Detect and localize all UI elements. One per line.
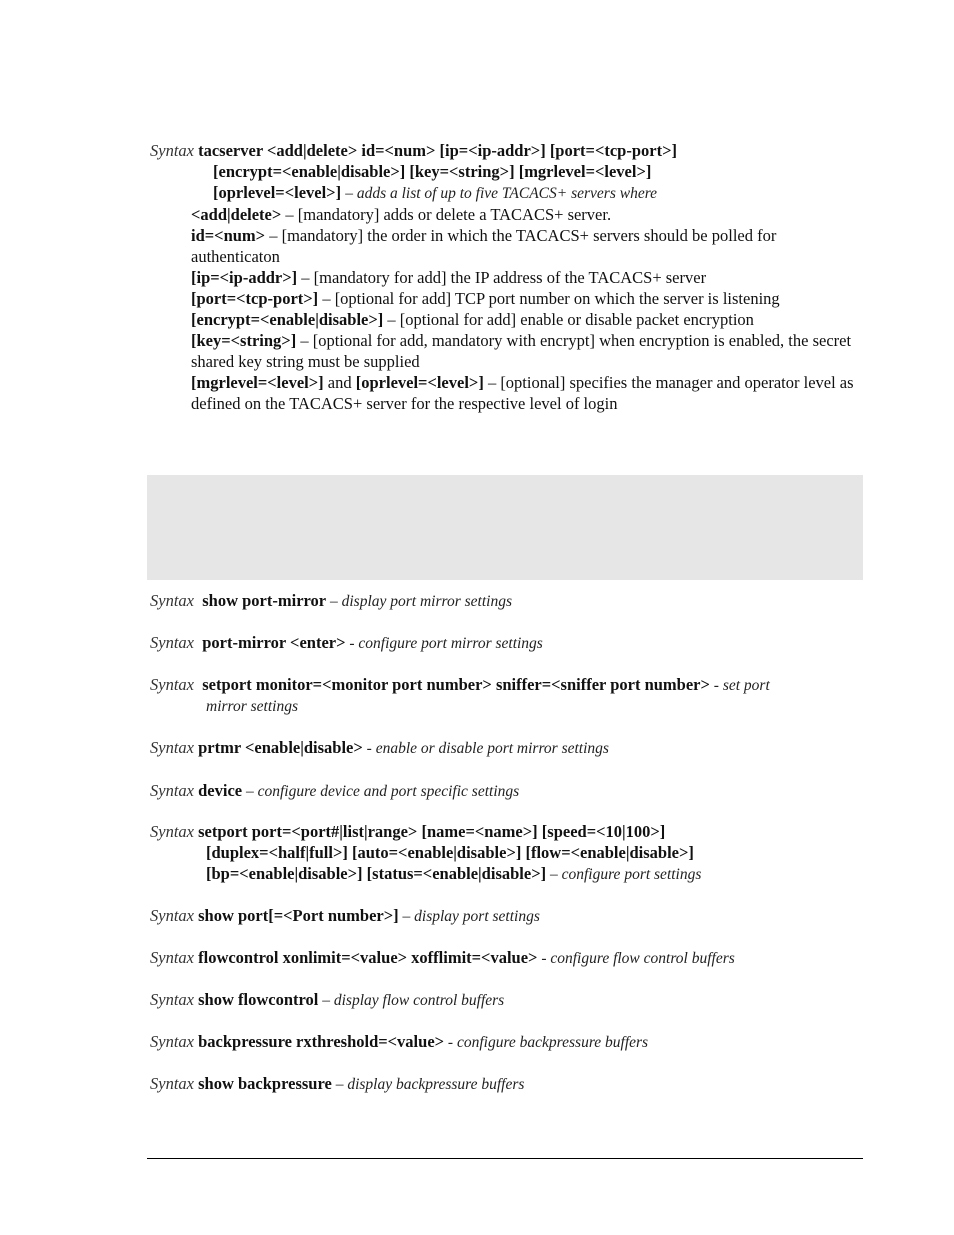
- command-text: device: [198, 781, 243, 800]
- command-port-mirror: [150, 633, 543, 653]
- command-setport-port-cont: [206, 864, 701, 884]
- command-show-port: [150, 906, 540, 926]
- syntax-label: Syntax: [150, 990, 194, 1009]
- param-item: [191, 204, 861, 225]
- param-text: – [optional] specifies the manager and operator level as defined on the TACACS+ server for the respective level of login: [191, 373, 854, 413]
- syntax-label: Syntax: [150, 1074, 194, 1093]
- command-setport-monitor: [150, 675, 770, 695]
- param-item: [191, 330, 861, 372]
- tacserver-syntax-line-2: [213, 162, 651, 182]
- command-flowcontrol: [150, 948, 735, 968]
- param-name: [encrypt=<enable|disable>]: [191, 310, 384, 329]
- param-text: – [optional for add, mandatory with encrypt] when encryption is enabled, the secret shared key string must be supplied: [191, 331, 852, 371]
- syntax-label: Syntax: [150, 591, 194, 610]
- tacserver-syntax-line-1: [150, 141, 677, 161]
- command-text: [bp=<enable|disable>] [status=<enable|disable>]: [206, 864, 547, 883]
- command-device: [150, 781, 519, 801]
- tacserver-syntax-line-3: [213, 183, 657, 203]
- param-item: [191, 288, 861, 309]
- param-item: [191, 372, 861, 414]
- command-backpressure: [150, 1032, 648, 1052]
- tacserver-description: – adds a list of up to five TACACS+ servers where: [345, 185, 658, 202]
- syntax-label: Syntax: [150, 738, 194, 757]
- param-name: [port=<tcp-port>]: [191, 289, 319, 308]
- syntax-label: Syntax: [150, 822, 194, 841]
- command-description: - configure flow control buffers: [537, 950, 735, 967]
- syntax-label: Syntax: [150, 141, 194, 160]
- command-description: – display port settings: [398, 908, 540, 925]
- command-description: – display port mirror settings: [326, 593, 512, 610]
- tacserver-command-cont: [encrypt=<enable|disable>] [key=<string>] [mgrlevel=<level>]: [213, 162, 652, 181]
- param-item: [191, 225, 861, 267]
- command-show-flowcontrol: [150, 990, 504, 1010]
- param-text: – [optional for add] TCP port number on which the server is listening: [318, 289, 780, 308]
- syntax-label: Syntax: [150, 906, 194, 925]
- command-description: – configure port settings: [546, 866, 702, 883]
- tacserver-command-cont: [oprlevel=<level>]: [213, 183, 342, 202]
- command-text: port-mirror <enter>: [202, 633, 346, 652]
- param-text: – [mandatory] the order in which the TACACS+ servers should be polled for authenticaton: [191, 226, 777, 266]
- command-description: - configure backpressure buffers: [444, 1034, 649, 1051]
- param-name: id=<num>: [191, 226, 266, 245]
- syntax-label: Syntax: [150, 675, 194, 694]
- command-show-port-mirror: [150, 591, 512, 611]
- command-description: - set port: [709, 677, 770, 694]
- command-text: flowcontrol xonlimit=<value> xofflimit=<value>: [198, 948, 538, 967]
- syntax-label: Syntax: [150, 948, 194, 967]
- param-and: and: [323, 373, 356, 392]
- command-setport-port: [150, 822, 665, 842]
- param-name: [ip=<ip-addr>]: [191, 268, 298, 287]
- command-description: - configure port mirror settings: [345, 635, 543, 652]
- command-setport-monitor-cont: [206, 696, 298, 716]
- param-text: – [mandatory] adds or delete a TACACS+ server.: [281, 205, 612, 224]
- param-name: <add|delete>: [191, 205, 282, 224]
- footer-rule: [147, 1158, 863, 1159]
- command-text: show port[=<Port number>]: [198, 906, 399, 925]
- param-name: [oprlevel=<level>]: [355, 373, 484, 392]
- command-text: backpressure rxthreshold=<value>: [198, 1032, 445, 1051]
- tacserver-command: tacserver <add|delete> id=<num> [ip=<ip-addr>] [port=<tcp-port>]: [198, 141, 677, 160]
- param-text: – [mandatory for add] the IP address of the TACACS+ server: [297, 268, 707, 287]
- command-text: setport port=<port#|list|range> [name=<name>] [speed=<10|100>]: [198, 822, 666, 841]
- command-prtmr: [150, 738, 609, 758]
- command-show-backpressure: [150, 1074, 524, 1094]
- command-description: – display flow control buffers: [318, 992, 505, 1009]
- param-name: [key=<string>]: [191, 331, 297, 350]
- syntax-label: Syntax: [150, 633, 194, 652]
- command-description: mirror settings: [206, 698, 299, 715]
- syntax-label: Syntax: [150, 781, 194, 800]
- command-text: [duplex=<half|full>] [auto=<enable|disable>] [flow=<enable|disable>]: [206, 843, 694, 862]
- command-text: setport monitor=<monitor port number> sniffer=<sniffer port number>: [202, 675, 710, 694]
- command-text: prtmr <enable|disable>: [198, 738, 363, 757]
- command-text: show port-mirror: [202, 591, 327, 610]
- param-name: [mgrlevel=<level>]: [191, 373, 324, 392]
- command-text: show flowcontrol: [198, 990, 319, 1009]
- command-text: show backpressure: [198, 1074, 332, 1093]
- param-item: [191, 309, 861, 330]
- command-description: - enable or disable port mirror settings: [362, 740, 609, 757]
- param-text: – [optional for add] enable or disable packet encryption: [383, 310, 754, 329]
- command-description: – configure device and port specific settings: [242, 783, 520, 800]
- command-description: – display backpressure buffers: [331, 1076, 525, 1093]
- command-setport-port-cont: [206, 843, 694, 863]
- shaded-band: [147, 475, 863, 580]
- param-item: [191, 267, 861, 288]
- tacserver-params: [191, 204, 861, 414]
- syntax-label: Syntax: [150, 1032, 194, 1051]
